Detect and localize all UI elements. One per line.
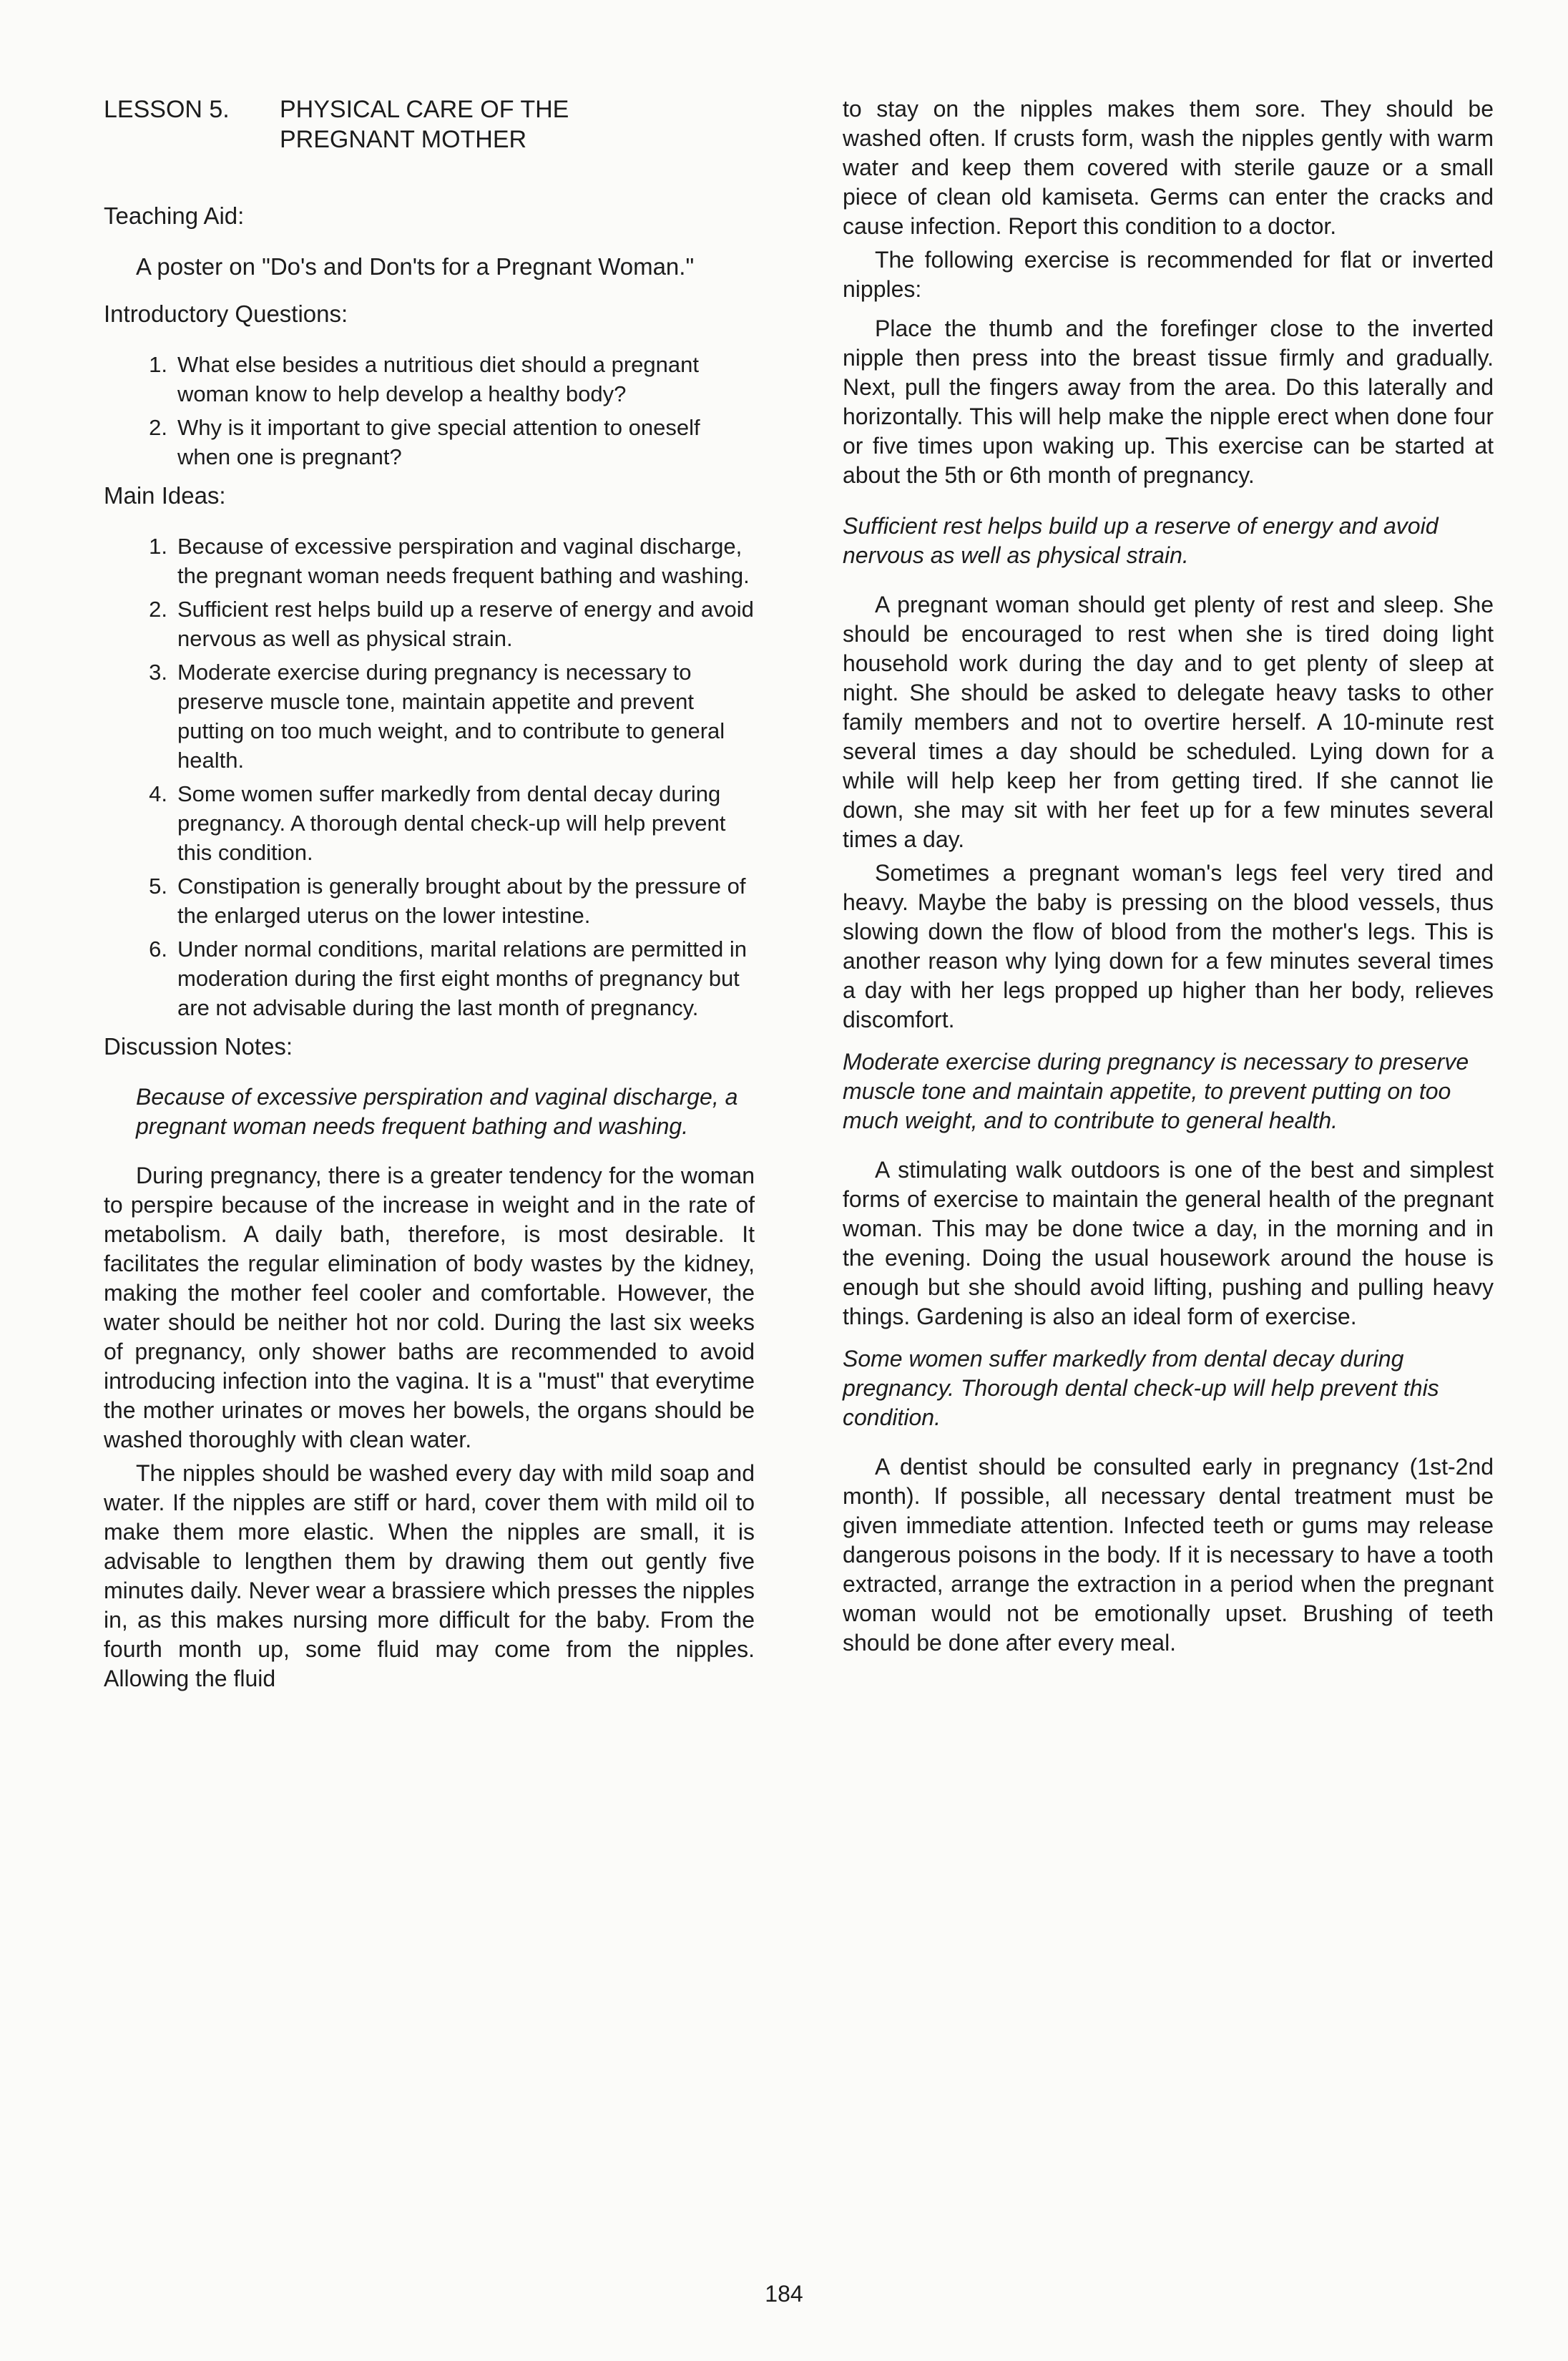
item-number: 6. (149, 937, 167, 962)
item-text: Under normal conditions, marital relations are permitted in moderation during the first eight months of pregnancy but are not advisable during the last month of pregnancy. (177, 937, 748, 1020)
list-item (104, 658, 755, 775)
lesson-title (104, 94, 755, 155)
introductory-questions-list (104, 350, 755, 471)
item-number: 5. (149, 874, 167, 899)
item-text: Sufficient rest helps build up a reserve of energy and avoid nervous as well as physical strain. (177, 597, 754, 651)
discussion-heading-rest: Sufficient rest helps build up a reserve of energy and avoid nervous as well as physical strain. (843, 513, 1439, 568)
page-number: 184 (765, 2281, 803, 2307)
list-item (104, 779, 755, 867)
discussion-heading-dental: Some women suffer markedly from dental decay during pregnancy. Thorough dental check-up will help prevent this condition. (843, 1346, 1439, 1430)
introductory-questions-label: Introductory Questions: (104, 300, 348, 327)
item-text: What else besides a nutritious diet should a pregnant woman know to help develop a healthy body? (177, 352, 699, 406)
teaching-aid-text: A poster on "Do's and Don'ts for a Pregnant Woman." (136, 253, 695, 280)
item-number: 1. (149, 352, 167, 377)
item-number: 3. (149, 660, 167, 685)
list-item (104, 934, 755, 1022)
item-text: Because of excessive perspiration and vaginal discharge, the pregnant woman needs frequent bathing and washing. (177, 534, 750, 588)
paragraph-bathing: During pregnancy, there is a greater tendency for the woman to perspire because of the increase in weight and in the rate of metabolism. A daily bath, therefore, is most desirable. It facilitates the regular elimination of body wastes by the kidney, making the mother feel cooler and comfortable. However, the water should be neither hot nor cold. During the last six weeks of pregnancy, only shower baths are recommended to avoid introducing infection into the vagina. It is a "must" that everytime the mother urinates or moves her bowels, the organs should be washed thoroughly with clean water. (104, 1163, 755, 1452)
item-number: 1. (149, 534, 167, 559)
main-ideas-list (104, 532, 755, 1022)
lesson-title-text: PHYSICAL CARE OF THE PREGNANT MOTHER (280, 96, 569, 153)
list-item (104, 532, 755, 590)
item-text: Moderate exercise during pregnancy is necessary to preserve muscle tone, maintain appetite and prevent putting on too much weight, and to contribute to general health. (177, 660, 725, 773)
discussion-notes-label: Discussion Notes: (104, 1033, 293, 1060)
right-column (843, 94, 1494, 1662)
discussion-heading-bathing: Because of excessive perspiration and vaginal discharge, a pregnant woman needs frequent bathing and washing. (136, 1084, 738, 1139)
list-item (104, 871, 755, 930)
item-text: Constipation is generally brought about by the pressure of the enlarged uterus on the lower intestine. (177, 874, 746, 928)
item-number: 4. (149, 781, 167, 806)
list-item (104, 413, 755, 471)
discussion-heading-exercise: Moderate exercise during pregnancy is necessary to preserve muscle tone and maintain appetite, to prevent putting on too much weight, and to contribute to general health. (843, 1049, 1469, 1133)
paragraph-nipples: The nipples should be washed every day with mild soap and water. If the nipples are stiff or hard, cover them with mild oil to make them more elastic. When the nipples are small, it is advisable to lengthen them by drawing them out gently five minutes daily. Never wear a brassiere which presses the nipples in, as this makes nursing more difficult for the baby. From the fourth month up, some fluid may come from the nipples. Allowing the fluid (104, 1460, 755, 1691)
paragraph-nipples-continued: to stay on the nipples makes them sore. They should be washed often. If crusts form, wash the nipples gently with warm water and keep them covered with sterile gauze or a small piece of clean old kamiseta. Germs can enter the cracks and cause infection. Report this condition to a doctor. (843, 96, 1494, 239)
list-item (104, 595, 755, 653)
main-ideas-label: Main Ideas: (104, 482, 226, 509)
item-number: 2. (149, 415, 167, 440)
paragraph-tired-legs: Sometimes a pregnant woman's legs feel very tired and heavy. Maybe the baby is pressing on the blood vessels, thus slowing down the flow of blood from the mother's legs. This is another reason why lying down for a few minutes several times a day with her legs propped up higher than her body, relieves discomfort. (843, 860, 1494, 1032)
paragraph-rest: A pregnant woman should get plenty of rest and sleep. She should be encouraged to rest when she is tired doing light household work during the day and to get plenty of sleep at night. She should be asked to delegate heavy tasks to other family members and not to overtire herself. A 10-minute rest several times a day should be scheduled. Lying down for a while will help keep her from getting tired. If she cannot lie down, she may sit with her feet up for a few minutes several times a day. (843, 592, 1494, 852)
lesson-number: LESSON 5. (104, 96, 230, 123)
item-text: Why is it important to give special attention to oneself when one is pregnant? (177, 415, 700, 469)
item-text: Some women suffer markedly from dental decay during pregnancy. A thorough dental check-up will help prevent this condition. (177, 781, 726, 865)
paragraph-walk-exercise: A stimulating walk outdoors is one of the best and simplest forms of exercise to maintain the general health of the pregnant woman. This may be done twice a day, in the morning and in the evening. Doing the usual housework around the house is enough but she should avoid lifting, pushing and pulling heavy things. Gardening is also an ideal form of exercise. (843, 1157, 1494, 1329)
left-column (104, 94, 755, 1698)
paragraph-dentist: A dentist should be consulted early in pregnancy (1st-2nd month). If possible, all necessary dental treatment must be given immediate attention. Infected teeth or gums may release dangerous poisons in the body. If it is necessary to have a tooth extracted, arrange the extraction in a period when the pregnant woman would not be emotionally upset. Brushing of teeth should be done after every meal. (843, 1454, 1494, 1656)
teaching-aid-label: Teaching Aid: (104, 202, 245, 229)
paragraph-nipple-exercise: Place the thumb and the forefinger close to the inverted nipple then press into the breast tissue firmly and gradually. Next, pull the fingers away from the area. Do this laterally and horizontally. This will help make the nipple erect when done four or five times upon waking up. This exercise can be started at about the 5th or 6th month of pregnancy. (843, 316, 1494, 488)
paragraph-exercise-intro: The following exercise is recommended for flat or inverted nipples: (843, 247, 1494, 302)
list-item (104, 350, 755, 409)
item-number: 2. (149, 597, 167, 622)
